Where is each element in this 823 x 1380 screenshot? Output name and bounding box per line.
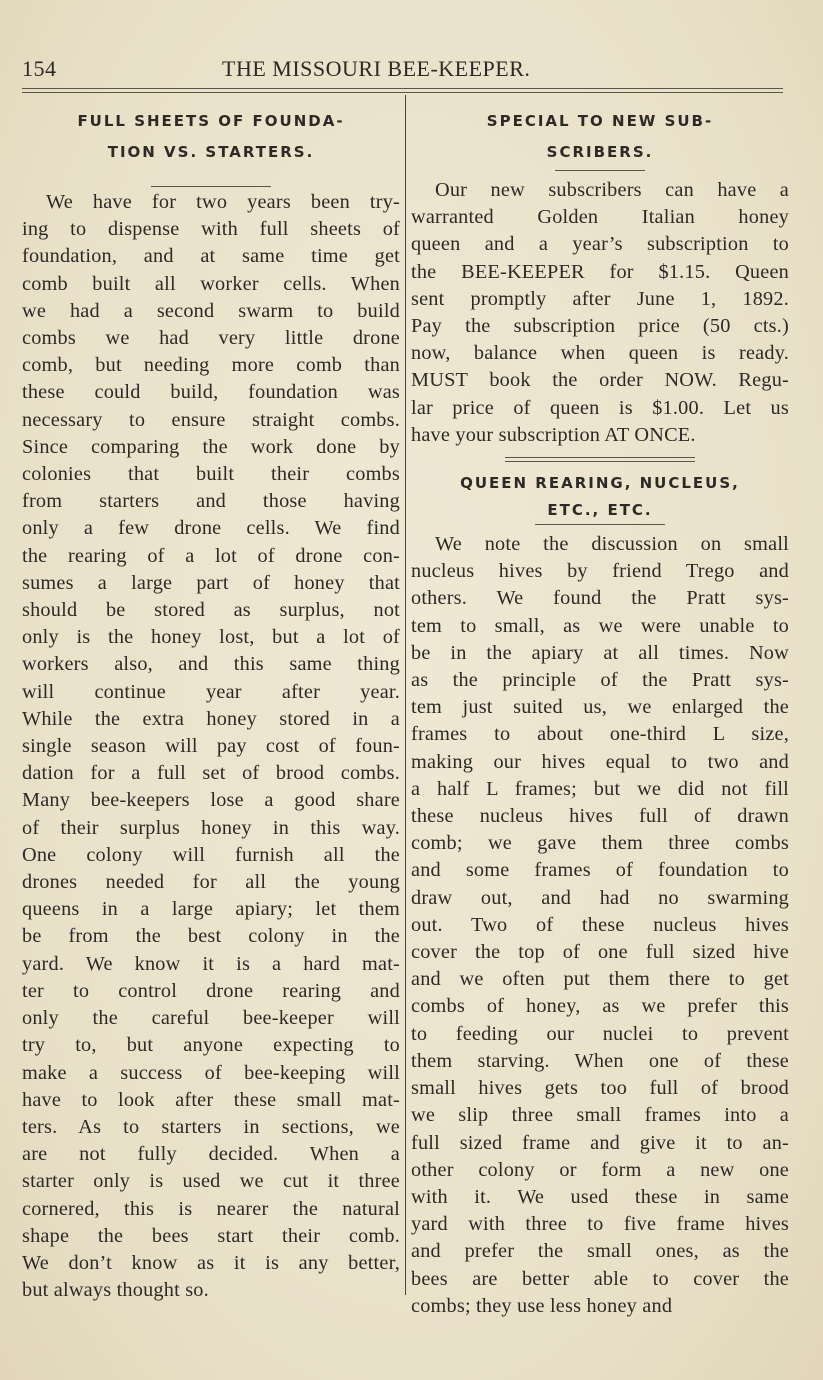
text-line: we had a second swarm to build bbox=[22, 299, 400, 322]
text-line: nucleus hives by friend Trego and bbox=[411, 560, 789, 583]
article-heading-line: QUEEN REARING, NUCLEUS, bbox=[460, 474, 740, 493]
text-line: ters. As to starters in sections, we bbox=[22, 1115, 400, 1138]
heading-rule bbox=[555, 170, 645, 171]
text-line: frames to about one-third L size, bbox=[411, 723, 789, 746]
text-line: Our new subscribers can have a bbox=[435, 179, 789, 201]
text-line: necessary to ensure straight combs. bbox=[22, 408, 400, 431]
text-line: them starving. When one of these bbox=[411, 1049, 789, 1072]
text-line: single season will pay cost of foun- bbox=[22, 735, 400, 758]
text-line: sent promptly after June 1, 1892. bbox=[411, 287, 789, 310]
text-line: small hives gets too full of brood bbox=[411, 1077, 789, 1100]
text-line: will continue year after year. bbox=[22, 680, 400, 703]
text-line: ing to dispense with full sheets of bbox=[22, 218, 400, 241]
text-line: should be stored as surplus, not bbox=[22, 599, 400, 622]
text-line: shape the bees start their comb. bbox=[22, 1224, 400, 1247]
text-line: but always thought so. bbox=[22, 1279, 209, 1302]
text-line: only the careful bee-keeper will bbox=[22, 1007, 400, 1030]
journal-title: THE MISSOURI BEE-KEEPER. bbox=[222, 56, 531, 81]
text-line: we slip three small frames into a bbox=[411, 1104, 789, 1127]
text-line: a half L frames; but we did not fill bbox=[411, 777, 789, 800]
header-rule-secondary bbox=[22, 92, 783, 93]
text-line: full sized frame and give it to an- bbox=[411, 1131, 789, 1154]
text-line: combs of honey, as we prefer this bbox=[411, 995, 789, 1018]
text-line: comb, but needing more comb than bbox=[22, 354, 400, 377]
text-line: making our hives equal to two and bbox=[411, 750, 789, 773]
text-line: colonies that built their combs bbox=[22, 463, 400, 486]
text-line: yard with three to five frame hives bbox=[411, 1213, 789, 1236]
text-line: make a success of bee-keeping will bbox=[22, 1061, 400, 1084]
text-line: One colony will furnish all the bbox=[22, 843, 400, 866]
section-double-rule bbox=[505, 457, 695, 462]
text-line: now, balance when queen is ready. bbox=[411, 342, 789, 365]
text-line: and prefer the small ones, as the bbox=[411, 1240, 789, 1263]
text-line: as the principle of the Pratt sys- bbox=[411, 669, 789, 692]
text-line: ter to control drone rearing and bbox=[22, 979, 400, 1002]
text-line: to feeding our nuclei to prevent bbox=[411, 1022, 789, 1045]
heading-rule bbox=[535, 524, 665, 525]
text-line: these could build, foundation was bbox=[22, 381, 400, 404]
article-heading-line: SPECIAL TO NEW SUB- bbox=[486, 112, 714, 130]
column-divider bbox=[405, 95, 406, 1295]
text-line: queens in a large apiary; let them bbox=[22, 898, 400, 921]
text-line: and some frames of foundation to bbox=[411, 859, 789, 882]
text-line: lar price of queen is $1.00. Let us bbox=[411, 396, 789, 419]
text-line: of their surplus honey in this way. bbox=[22, 816, 400, 839]
text-line: out. Two of these nucleus hives bbox=[411, 913, 789, 936]
text-line: We don’t know as it is any better, bbox=[22, 1251, 400, 1274]
text-line: tem just suited us, we enlarged the bbox=[411, 696, 789, 719]
text-line: have your subscription AT ONCE. bbox=[411, 423, 696, 446]
text-line: We have for two years been try- bbox=[46, 191, 400, 213]
text-line: Since comparing the work done by bbox=[22, 435, 400, 458]
text-line: from starters and those having bbox=[22, 490, 400, 513]
text-line: only a few drone cells. We find bbox=[22, 517, 400, 540]
text-line: comb; we gave them three combs bbox=[411, 832, 789, 855]
text-line: combs we had very little drone bbox=[22, 327, 400, 350]
text-line: drones needed for all the young bbox=[22, 871, 400, 894]
article-heading-line: FULL SHEETS OF FOUNDA- bbox=[77, 112, 345, 130]
text-line: the BEE-KEEPER for $1.15. Queen bbox=[411, 260, 789, 283]
text-line: be in the apiary at all times. Now bbox=[411, 641, 789, 664]
article-heading-line: ETC., ETC. bbox=[547, 501, 653, 520]
text-line: be from the best colony in the bbox=[22, 925, 400, 948]
text-line: MUST book the order NOW. Regu- bbox=[411, 369, 789, 392]
text-line: are not fully decided. When a bbox=[22, 1143, 400, 1166]
text-line: While the extra honey stored in a bbox=[22, 707, 400, 730]
text-line: with it. We used these in same bbox=[411, 1185, 789, 1208]
text-line: dation for a full set of brood combs. bbox=[22, 762, 400, 785]
text-line: warranted Golden Italian honey bbox=[411, 206, 789, 229]
text-line: draw out, and had no swarming bbox=[411, 886, 789, 909]
right-column bbox=[411, 106, 789, 1320]
article-heading-line: SCRIBERS. bbox=[546, 143, 654, 161]
text-line: cover the top of one full sized hive bbox=[411, 941, 789, 964]
text-line: comb built all worker cells. When bbox=[22, 272, 400, 295]
page-number: 154 bbox=[22, 56, 57, 81]
text-line: starter only is used we cut it three bbox=[22, 1170, 400, 1193]
article-heading-line: TION VS. STARTERS. bbox=[107, 143, 315, 161]
text-line: yard. We know it is a hard mat- bbox=[22, 952, 400, 975]
text-line: workers also, and this same thing bbox=[22, 653, 400, 676]
text-line: only is the honey lost, but a lot of bbox=[22, 626, 400, 649]
text-line: other colony or form a new one bbox=[411, 1158, 789, 1181]
text-line: combs; they use less honey and bbox=[411, 1294, 673, 1317]
text-line: have to look after these small mat- bbox=[22, 1088, 400, 1111]
article-body bbox=[22, 189, 400, 1304]
text-line: Many bee-keepers lose a good share bbox=[22, 789, 400, 812]
text-line: queen and a year’s subscription to bbox=[411, 233, 789, 256]
text-line: We note the discussion on small bbox=[435, 533, 789, 556]
left-column bbox=[22, 106, 400, 1304]
text-line: these nucleus hives full of drawn bbox=[411, 805, 789, 828]
text-line: and we often put them there to get bbox=[411, 968, 789, 991]
text-line: the rearing of a lot of drone con- bbox=[22, 544, 400, 567]
text-line: others. We found the Pratt sys- bbox=[411, 587, 789, 610]
text-line: try to, but anyone expecting to bbox=[22, 1034, 400, 1057]
text-line: bees are better able to cover the bbox=[411, 1267, 789, 1290]
article-body bbox=[411, 177, 789, 449]
text-line: sumes a large part of honey that bbox=[22, 571, 400, 594]
article-body bbox=[411, 531, 789, 1320]
text-line: foundation, and at same time get bbox=[22, 245, 400, 268]
text-line: Pay the subscription price (50 cts.) bbox=[411, 315, 789, 338]
text-line: tem to small, as we were unable to bbox=[411, 614, 789, 637]
text-line: cornered, this is nearer the natural bbox=[22, 1197, 400, 1220]
heading-rule bbox=[151, 186, 271, 187]
header-rule bbox=[22, 88, 783, 89]
page-header bbox=[22, 56, 787, 86]
